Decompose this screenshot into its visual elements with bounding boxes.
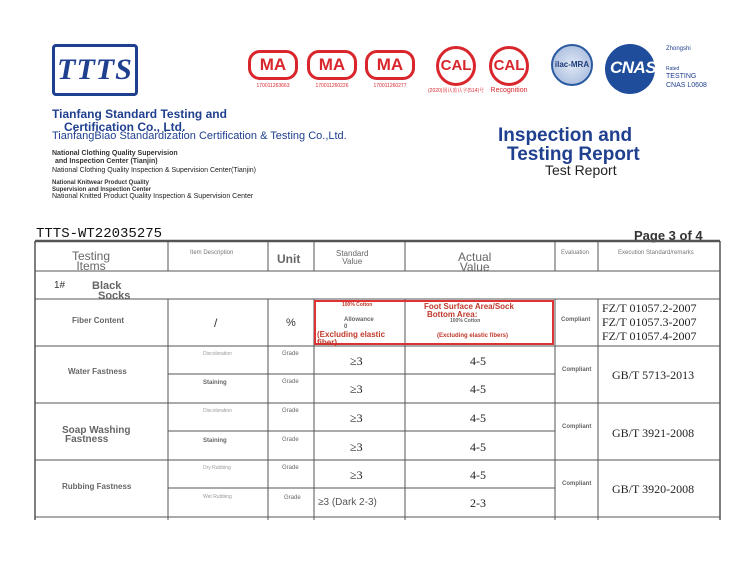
rubbing-actual-1: 4-5: [470, 468, 486, 482]
ttts-logo: [52, 44, 138, 96]
fiber-standard-allowance: Allowance: [344, 317, 374, 323]
report-title-line1: Inspection and: [498, 125, 633, 146]
soap-staining: Staining: [203, 438, 227, 444]
soap-standard: GB/T 3921-2008: [612, 426, 695, 440]
sample-name: Black Socks: [92, 280, 131, 302]
rubbing-standard: GB/T 3920-2008: [612, 482, 695, 496]
page-number: Page 3 of 4: [634, 228, 703, 243]
water-actual-1: 4-5: [470, 354, 486, 368]
rubbing-unit-2: Grade: [284, 495, 301, 501]
sample-number: 1#: [54, 280, 66, 291]
rubbing-standard-1: ≥3: [350, 468, 363, 482]
rubbing-actual-2: 2-3: [470, 496, 486, 510]
report-title-line2: Testing Report: [507, 144, 640, 165]
org-name-line1: Tianfang Standard Testing and: [52, 107, 227, 121]
org-name-line2: Certification Co., Ltd.: [64, 120, 186, 134]
rubbing-dry: Dry Rubbing: [203, 465, 231, 471]
soap-unit-2: Grade: [282, 437, 299, 443]
national-clothing-sub: National Clothing Quality Inspection & Supervision Center(Tianjin): [52, 167, 257, 174]
soap-discoloration: Discoloration: [203, 408, 232, 414]
col-unit: Unit: [277, 252, 301, 266]
ilac-mra-logo: ilac-MRA: [551, 44, 593, 86]
cnas-top: Zhongshi: [666, 46, 691, 52]
fiber-standard-zero: 0: [344, 324, 348, 330]
cnas-code: CNAS L0608: [666, 82, 707, 89]
water-unit-2: Grade: [282, 379, 299, 385]
water-fastness-label: Water Fastness: [68, 367, 127, 376]
fiber-evaluation: Compliant: [561, 317, 591, 323]
fiber-description: /: [214, 316, 218, 330]
national-knitwear-sub: National Knitted Product Quality Inspection & Supervision Center: [52, 193, 254, 200]
water-standard-1: ≥3: [350, 354, 363, 368]
soap-washing-label: Soap Washing Fastness: [62, 425, 131, 445]
cnas-word: CNAS: [610, 58, 657, 77]
fiber-standards: FZ/T 01057.2-2007 FZ/T 01057.3-2007 FZ/T 01057.4-2007: [602, 301, 697, 343]
fiber-actual-area: Foot Surface Area/Sock Bottom Area:: [424, 302, 514, 319]
col-execution-standard: Execution Standard/remarks: [618, 250, 694, 256]
rubbing-wet: Wet Rubbing: [203, 494, 232, 500]
national-clothing-center: National Clothing Quality Supervision and Inspection Center (Tianjin): [52, 150, 178, 165]
water-discoloration: Discoloration: [203, 351, 232, 357]
fiber-standard-top: 100% Cotton: [342, 302, 373, 308]
water-standard-2: ≥3: [350, 382, 363, 396]
fiber-standard-excluding: (Excluding elastic fiber): [317, 330, 386, 347]
rubbing-unit-1: Grade: [282, 465, 299, 471]
national-knitwear-center: National Knitwear Product Quality Supervision and Inspection Center: [52, 180, 152, 193]
rubbing-standard-2: ≥3 (Dark 2-3): [318, 497, 377, 508]
fiber-unit: %: [286, 317, 296, 329]
cal-seal-1: CAL (2020)国认监认字(514)号: [428, 46, 484, 94]
rubbing-evaluation: Compliant: [562, 481, 592, 487]
report-title-line3: Test Report: [545, 162, 617, 178]
ma-seal-1: MA 170011263663: [248, 50, 298, 89]
water-standard: GB/T 5713-2013: [612, 368, 695, 382]
col-testing-items: Testing Items: [72, 249, 111, 273]
cnas-mid: Rated: [666, 66, 680, 72]
col-item-description: Item Description: [190, 250, 234, 256]
logo-text: TTTS: [57, 53, 133, 86]
rubbing-fastness-label: Rubbing Fastness: [62, 482, 132, 491]
soap-standard-1: ≥3: [350, 411, 363, 425]
soap-standard-2: ≥3: [350, 440, 363, 454]
ma-seal-2: MA 170011260226: [307, 50, 357, 89]
col-evaluation: Evaluation: [561, 250, 590, 256]
soap-evaluation: Compliant: [562, 424, 592, 430]
col-actual-value: Actual Value: [458, 250, 492, 274]
water-staining: Staining: [203, 380, 227, 386]
cal-seal-2: CAL Recognition: [489, 46, 529, 94]
soap-actual-1: 4-5: [470, 411, 486, 425]
water-evaluation: Compliant: [562, 367, 592, 373]
fiber-content-label: Fiber Content: [72, 316, 124, 325]
soap-unit-1: Grade: [282, 408, 299, 414]
fiber-actual-excluding: (Excluding elastic fibers): [437, 333, 509, 339]
water-unit-1: Grade: [282, 351, 299, 357]
org-name-sub: TianfangBiao Standardization Certification & Testing Co.,Ltd.: [52, 130, 347, 142]
report-number: TTTS-WT22035275: [36, 226, 163, 242]
cnas-testing: TESTING: [666, 73, 697, 80]
ma-seal-3: MA 170011260277: [365, 50, 415, 89]
soap-actual-2: 4-5: [470, 440, 486, 454]
col-standard-value: Standard Value: [336, 249, 369, 266]
fiber-actual-cotton: 100% Cotton: [450, 318, 481, 324]
water-actual-2: 4-5: [470, 382, 486, 396]
